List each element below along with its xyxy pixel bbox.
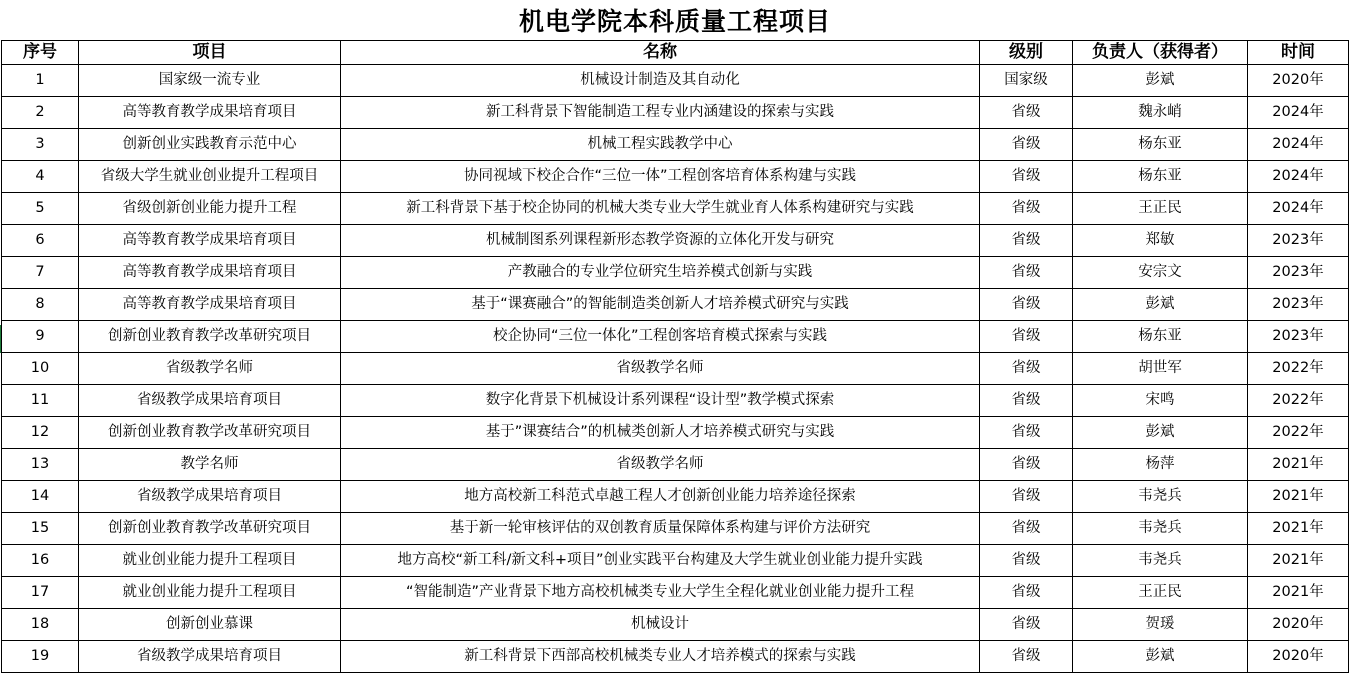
cell-index[interactable]: 11 xyxy=(2,385,79,417)
cell-project[interactable]: 省级教学成果培育项目 xyxy=(79,641,341,673)
cell-year[interactable]: 2022年 xyxy=(1248,385,1349,417)
cell-project[interactable]: 省级创新创业能力提升工程 xyxy=(79,193,341,225)
cell-level[interactable]: 省级 xyxy=(980,353,1073,385)
cell-index[interactable]: 13 xyxy=(2,449,79,481)
cell-name[interactable]: 基于新一轮审核评估的双创教育质量保障体系构建与评价方法研究 xyxy=(341,513,980,545)
cell-level[interactable]: 省级 xyxy=(980,289,1073,321)
cell-project[interactable]: 就业创业能力提升工程项目 xyxy=(79,545,341,577)
cell-project[interactable]: 省级教学名师 xyxy=(79,353,341,385)
cell-index[interactable]: 6 xyxy=(2,225,79,257)
cell-owner[interactable]: 王正民 xyxy=(1073,193,1248,225)
cell-project[interactable]: 高等教育教学成果培育项目 xyxy=(79,97,341,129)
cell-owner[interactable]: 王正民 xyxy=(1073,577,1248,609)
cell-name[interactable]: 新工科背景下智能制造工程专业内涵建设的探索与实践 xyxy=(341,97,980,129)
table-row xyxy=(2,417,1349,449)
table-row xyxy=(2,97,1349,129)
cell-year[interactable]: 2024年 xyxy=(1248,193,1349,225)
header-index[interactable]: 序号 xyxy=(2,41,79,65)
header-name[interactable]: 名称 xyxy=(341,41,980,65)
cell-project[interactable]: 创新创业教育教学改革研究项目 xyxy=(79,321,341,353)
cell-name[interactable]: 省级教学名师 xyxy=(341,449,980,481)
cell-index[interactable]: 17 xyxy=(2,577,79,609)
header-level[interactable]: 级别 xyxy=(980,41,1073,65)
table-row xyxy=(2,641,1349,673)
cell-index[interactable]: 16 xyxy=(2,545,79,577)
cell-name[interactable]: 机械设计 xyxy=(341,609,980,641)
cell-owner[interactable]: 杨东亚 xyxy=(1073,321,1248,353)
cell-name[interactable]: 校企协同“三位一体化”工程创客培育模式探索与实践 xyxy=(341,321,980,353)
cell-owner[interactable]: 魏永峭 xyxy=(1073,97,1248,129)
cell-owner[interactable]: 郑敏 xyxy=(1073,225,1248,257)
cell-name[interactable]: 机械设计制造及其自动化 xyxy=(341,65,980,97)
cell-year[interactable]: 2021年 xyxy=(1248,513,1349,545)
header-owner[interactable]: 负责人（获得者） xyxy=(1073,41,1248,65)
cell-project[interactable]: 创新创业实践教育示范中心 xyxy=(79,129,341,161)
table-row xyxy=(2,65,1349,97)
cell-year[interactable]: 2020年 xyxy=(1248,641,1349,673)
cell-owner[interactable]: 彭斌 xyxy=(1073,289,1248,321)
cell-year[interactable]: 2020年 xyxy=(1248,65,1349,97)
cell-project[interactable]: 就业创业能力提升工程项目 xyxy=(79,577,341,609)
table-title: 机电学院本科质量工程项目 xyxy=(518,7,831,36)
cell-name[interactable]: 地方高校“新工科/新文科+项目”创业实践平台构建及大学生就业创业能力提升实践 xyxy=(341,545,980,577)
cell-year[interactable]: 2021年 xyxy=(1248,577,1349,609)
cell-owner[interactable]: 彭斌 xyxy=(1073,417,1248,449)
cell-year[interactable]: 2021年 xyxy=(1248,481,1349,513)
cell-index[interactable]: 14 xyxy=(2,481,79,513)
cell-project[interactable]: 创新创业教育教学改革研究项目 xyxy=(79,417,341,449)
cell-year[interactable]: 2024年 xyxy=(1248,129,1349,161)
cell-project[interactable]: 国家级一流专业 xyxy=(79,65,341,97)
table-row xyxy=(2,257,1349,289)
cell-level[interactable]: 省级 xyxy=(980,161,1073,193)
table-row xyxy=(2,545,1349,577)
cell-project[interactable]: 省级教学成果培育项目 xyxy=(79,481,341,513)
cell-owner[interactable]: 彭斌 xyxy=(1073,641,1248,673)
cell-name[interactable]: 产教融合的专业学位研究生培养模式创新与实践 xyxy=(341,257,980,289)
cell-year[interactable]: 2023年 xyxy=(1248,225,1349,257)
cell-level[interactable]: 省级 xyxy=(980,321,1073,353)
table-row xyxy=(2,289,1349,321)
cell-project[interactable]: 高等教育教学成果培育项目 xyxy=(79,257,341,289)
cell-index[interactable]: 2 xyxy=(2,97,79,129)
table-row xyxy=(2,353,1349,385)
cell-project[interactable]: 省级大学生就业创业提升工程项目 xyxy=(79,161,341,193)
cell-name[interactable]: 新工科背景下基于校企协同的机械大类专业大学生就业育人体系构建研究与实践 xyxy=(341,193,980,225)
cell-year[interactable]: 2024年 xyxy=(1248,161,1349,193)
cell-level[interactable]: 省级 xyxy=(980,481,1073,513)
cell-project[interactable]: 省级教学成果培育项目 xyxy=(79,385,341,417)
table-row xyxy=(2,225,1349,257)
cell-owner[interactable]: 贺瑗 xyxy=(1073,609,1248,641)
cell-owner[interactable]: 韦尧兵 xyxy=(1073,545,1248,577)
cell-name[interactable]: 数字化背景下机械设计系列课程“设计型”教学模式探索 xyxy=(341,385,980,417)
cell-name[interactable]: 协同视域下校企合作“三位一体”工程创客培育体系构建与实践 xyxy=(341,161,980,193)
cell-index[interactable]: 9 xyxy=(2,321,79,353)
table-row xyxy=(2,577,1349,609)
cell-level[interactable]: 省级 xyxy=(980,449,1073,481)
cell-index[interactable]: 1 xyxy=(2,65,79,97)
cell-index[interactable]: 7 xyxy=(2,257,79,289)
cell-name[interactable]: 地方高校新工科范式卓越工程人才创新创业能力培养途径探索 xyxy=(341,481,980,513)
cell-year[interactable]: 2023年 xyxy=(1248,289,1349,321)
cell-index[interactable]: 19 xyxy=(2,641,79,673)
cell-owner[interactable]: 胡世军 xyxy=(1073,353,1248,385)
table-row xyxy=(2,193,1349,225)
cell-level[interactable]: 国家级 xyxy=(980,65,1073,97)
cell-owner[interactable]: 杨东亚 xyxy=(1073,161,1248,193)
table-row xyxy=(2,321,1349,353)
table-row xyxy=(2,385,1349,417)
header-year[interactable]: 时间 xyxy=(1248,41,1349,65)
cell-name[interactable]: 机械制图系列课程新形态教学资源的立体化开发与研究 xyxy=(341,225,980,257)
cell-name[interactable]: 新工科背景下西部高校机械类专业人才培养模式的探索与实践 xyxy=(341,641,980,673)
table-row xyxy=(2,513,1349,545)
cell-level[interactable]: 省级 xyxy=(980,97,1073,129)
cell-project[interactable]: 高等教育教学成果培育项目 xyxy=(79,289,341,321)
cell-index[interactable]: 3 xyxy=(2,129,79,161)
cell-name[interactable]: 机械工程实践教学中心 xyxy=(341,129,980,161)
table-row xyxy=(2,481,1349,513)
cell-level[interactable]: 省级 xyxy=(980,385,1073,417)
table-row xyxy=(2,609,1349,641)
cell-year[interactable]: 2022年 xyxy=(1248,353,1349,385)
cell-level[interactable]: 省级 xyxy=(980,257,1073,289)
cell-year[interactable]: 2021年 xyxy=(1248,449,1349,481)
cell-index[interactable]: 12 xyxy=(2,417,79,449)
cell-level[interactable]: 省级 xyxy=(980,641,1073,673)
header-project[interactable]: 项目 xyxy=(79,41,341,65)
cell-project[interactable]: 高等教育教学成果培育项目 xyxy=(79,225,341,257)
cell-index[interactable]: 4 xyxy=(2,161,79,193)
cell-index[interactable]: 5 xyxy=(2,193,79,225)
table-body xyxy=(2,65,1349,673)
cell-level[interactable]: 省级 xyxy=(980,193,1073,225)
cell-index[interactable]: 10 xyxy=(2,353,79,385)
cell-level[interactable]: 省级 xyxy=(980,129,1073,161)
cell-name[interactable]: 基于”课赛结合”的机械类创新人才培养模式研究与实践 xyxy=(341,417,980,449)
cell-level[interactable]: 省级 xyxy=(980,545,1073,577)
cell-index[interactable]: 15 xyxy=(2,513,79,545)
cell-project[interactable]: 教学名师 xyxy=(79,449,341,481)
cell-year[interactable]: 2023年 xyxy=(1248,257,1349,289)
table-row xyxy=(2,129,1349,161)
cell-name[interactable]: “智能制造”产业背景下地方高校机械类专业大学生全程化就业创业能力提升工程 xyxy=(341,577,980,609)
cell-project[interactable]: 创新创业教育教学改革研究项目 xyxy=(79,513,341,545)
cell-level[interactable]: 省级 xyxy=(980,225,1073,257)
cell-level[interactable]: 省级 xyxy=(980,577,1073,609)
cell-year[interactable]: 2022年 xyxy=(1248,417,1349,449)
cell-project[interactable]: 创新创业慕课 xyxy=(79,609,341,641)
cell-owner[interactable]: 杨东亚 xyxy=(1073,129,1248,161)
cell-level[interactable]: 省级 xyxy=(980,609,1073,641)
table-row xyxy=(2,161,1349,193)
cell-index[interactable]: 8 xyxy=(2,289,79,321)
cell-name[interactable]: 省级教学名师 xyxy=(341,353,980,385)
cell-year[interactable]: 2020年 xyxy=(1248,609,1349,641)
cell-year[interactable]: 2021年 xyxy=(1248,545,1349,577)
cell-owner[interactable]: 韦尧兵 xyxy=(1073,513,1248,545)
cell-year[interactable]: 2024年 xyxy=(1248,97,1349,129)
table-row xyxy=(2,449,1349,481)
cell-index[interactable]: 18 xyxy=(2,609,79,641)
cell-level[interactable]: 省级 xyxy=(980,513,1073,545)
cell-owner[interactable]: 安宗文 xyxy=(1073,257,1248,289)
cell-owner[interactable]: 韦尧兵 xyxy=(1073,481,1248,513)
header-row xyxy=(2,41,1349,65)
projects-table xyxy=(1,40,1349,673)
cell-owner[interactable]: 彭斌 xyxy=(1073,65,1248,97)
cell-owner[interactable]: 宋鸣 xyxy=(1073,385,1248,417)
cell-level[interactable]: 省级 xyxy=(980,417,1073,449)
cell-name[interactable]: 基于“课赛融合”的智能制造类创新人才培养模式研究与实践 xyxy=(341,289,980,321)
cell-year[interactable]: 2023年 xyxy=(1248,321,1349,353)
cell-owner[interactable]: 杨萍 xyxy=(1073,449,1248,481)
